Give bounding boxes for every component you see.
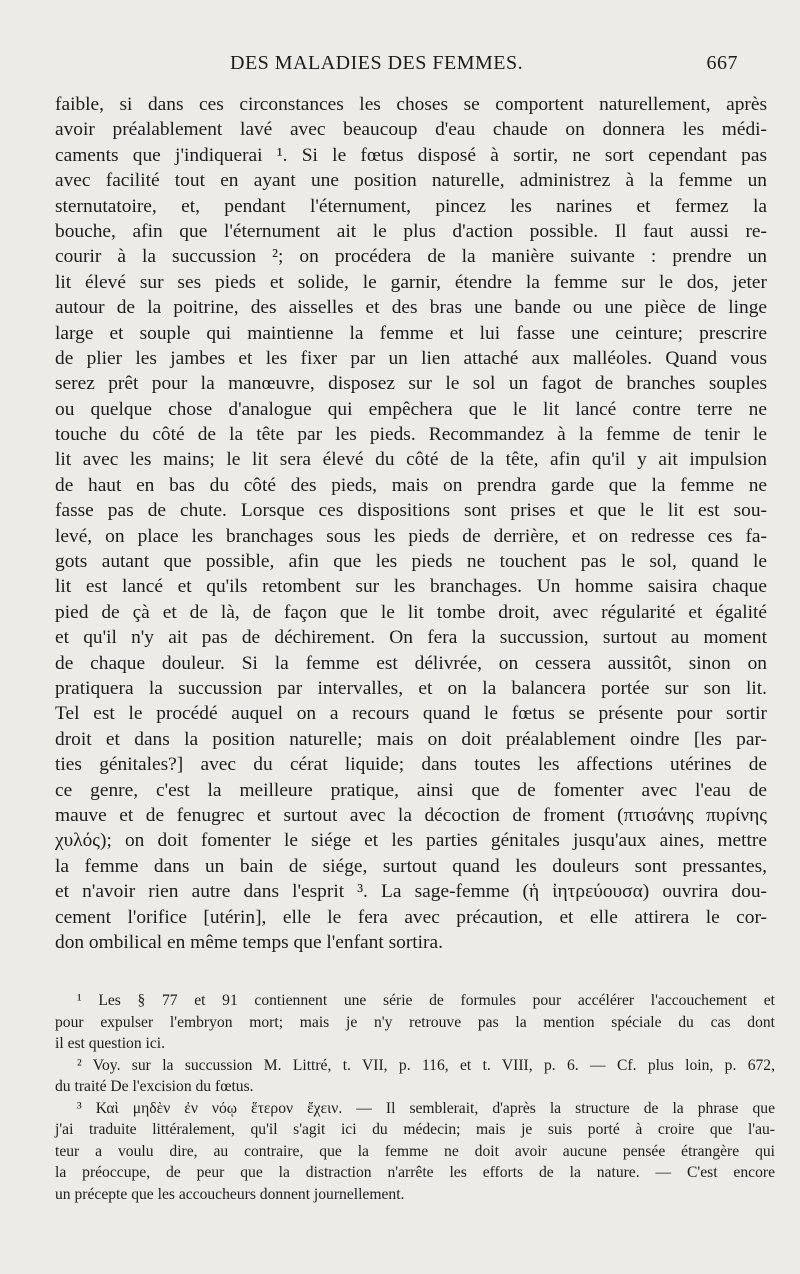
footnote-line: pour expulser l'embryon mort; mais je n'y retrouve pas la mention spéciale du cas dont [55, 1013, 775, 1031]
body-line: cement l'orifice [utérin], elle le fera avec précaution, et elle attirera le cor- [55, 906, 767, 928]
body-line: levé, on place les branchages sous les pieds de derrière, et on redresse ces fa- [55, 525, 767, 547]
footnote-line: ¹ Les § 77 et 91 contiennent une série de formules pour accélérer l'accouchement et [77, 992, 775, 1009]
body-line: gots autant que possible, afin que les pieds ne touchent pas le sol, quand le [55, 551, 767, 573]
body-line: pratiquera la succussion par intervalles, et on la balancera portée sur son lit. [55, 677, 767, 699]
body-line: lit est lancé et qu'ils retombent sur les branchages. Un homme saisira chaque [55, 576, 767, 598]
footnotes [55, 990, 775, 1205]
body-line: χυλός); on doit fomenter le siége et les parties génitales jusqu'aux aines, mettre [55, 830, 767, 852]
body-line: large et souple qui maintienne la femme et lui fasse une ceinture; prescrire [55, 322, 767, 344]
body-line: courir à la succussion ²; on procédera de la manière suivante : prendre un [55, 246, 767, 268]
body-line: lit élevé sur ses pieds et solide, le garnir, étendre la femme sur le dos, jeter [55, 271, 767, 293]
footnote-line: la préoccupe, de peur que la distraction n'arrête les efforts de la nature. — C'est encore [55, 1164, 775, 1181]
body-line: pied de çà et de là, de façon que le lit tombe droit, avec régularité et égalité [55, 601, 767, 623]
body-line: bouche, afin que l'éternument ait le plus d'action possible. Il faut aussi re- [55, 220, 767, 242]
footnote-2 [55, 1055, 775, 1098]
body-line: de chaque douleur. Si la femme est délivrée, on cessera aussitôt, sinon on [55, 652, 767, 674]
body-line: touche du côté de la tête par les pieds. Recommandez à la femme de tenir le [55, 424, 767, 446]
running-title: DES MALADIES DES FEMMES. [230, 52, 524, 74]
footnote-line: ³ Καὶ μηδὲν ἐν νόῳ ἕτερον ἔχειν. — Il semblerait, d'après la structure de la phrase que [77, 1099, 775, 1117]
body-line: autour de la poitrine, des aisselles et des bras une bande ou une pièce de linge [55, 297, 767, 319]
footnote-line: ² Voy. sur la succussion M. Littré, t. VII, p. 116, et t. VIII, p. 6. — Cf. plus loin, p. 672, [77, 1056, 775, 1074]
body-line: ou quelque chose d'analogue qui empêchera que le lit lancé contre terre ne [55, 398, 767, 420]
footnote-line: un précepte que les accoucheurs donnent journellement. [55, 1185, 405, 1203]
body-line: faible, si dans ces circonstances les choses se comportent naturellement, après [55, 94, 767, 115]
footnote-1 [55, 990, 775, 1055]
body-line: avoir préalablement lavé avec beaucoup d'eau chaude on donnera les médi- [55, 119, 767, 141]
body-line: lit avec les mains; le lit sera élevé du côté de la tête, afin qu'il y ait impulsion [55, 449, 767, 471]
body-line: et n'avoir rien autre dans l'esprit ³. La sage-femme (ἡ ἰητρεύουσα) ouvrira dou- [55, 881, 767, 903]
body-line: et qu'il n'y ait pas de déchirement. On fera la succussion, surtout au moment [55, 627, 767, 649]
body-line: de plier les jambes et les fixer par un lien attaché aux malléoles. Quand vous [55, 347, 767, 369]
body-line: sternutatoire, et, pendant l'éternument, pincez les narines et fermez la [55, 195, 767, 217]
footnote-line: j'ai traduite littéralement, qu'il s'agit ici du médecin; mais je suis porté à croire que l'au- [55, 1121, 775, 1138]
footnote-line: du traité De l'excision du fœtus. [55, 1078, 254, 1095]
body-line: Tel est le procédé auquel on a recours quand le fœtus se présente pour sortir [55, 703, 767, 725]
body-line: mauve et de fenugrec et surtout avec la décoction de froment (πτισάνης πυρίνης [55, 804, 767, 826]
footnote-line: il est question ici. [55, 1035, 166, 1052]
body-line: ties génitales?] avec du cérat liquide; dans toutes les affections utérines de [55, 754, 767, 776]
body-line: caments que j'indiquerai ¹. Si le fœtus disposé à sortir, ne sort cependant pas [55, 144, 767, 166]
body-line: fasse pas de chute. Lorsque ces dispositions sont prises et que le lit est sou- [55, 500, 767, 522]
body-line: droit et dans la position naturelle; mais on doit préalablement oindre [les par- [55, 728, 767, 750]
footnote-3 [55, 1098, 775, 1206]
body-line: la femme dans un bain de siége, surtout quand les douleurs sont pressantes, [55, 855, 767, 877]
body-line: avec facilité tout en ayant une position naturelle, administrez à la femme un [55, 170, 767, 192]
body-line: ce genre, c'est la meilleure pratique, ainsi que de fomenter avec l'eau de [55, 779, 767, 801]
body-line: de haut en bas du côté des pieds, mais on prendra garde que la femme ne [55, 474, 767, 496]
body-line: don ombilical en même temps que l'enfant sortira. [55, 931, 443, 953]
running-header [55, 52, 738, 82]
main-text [55, 92, 767, 955]
footnote-line: teur a voulu dire, au contraire, que la femme ne doit avoir aucune pensée étrangère qui [55, 1142, 775, 1160]
body-line: serez prêt pour la manœuvre, disposez sur le sol un fagot de branches souples [55, 373, 767, 395]
page-number: 667 [706, 52, 738, 74]
